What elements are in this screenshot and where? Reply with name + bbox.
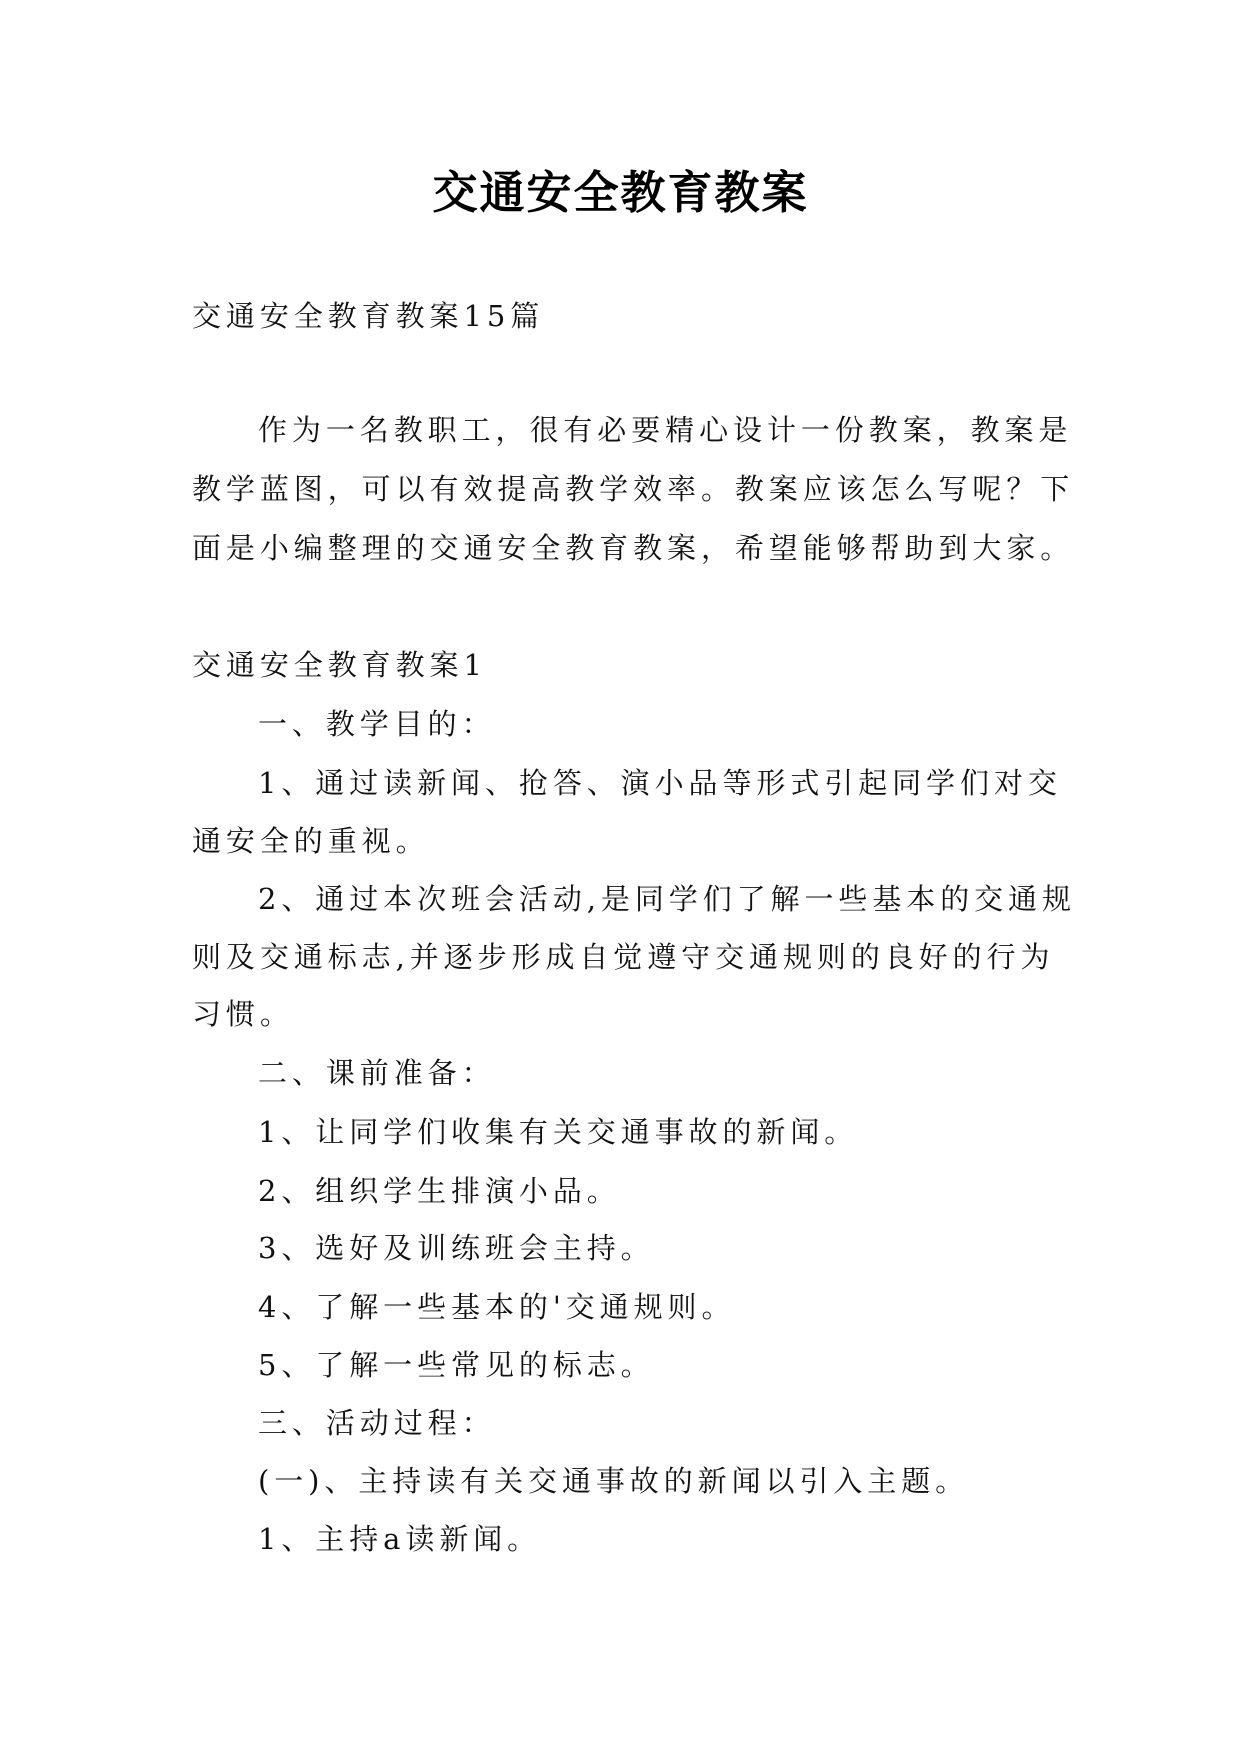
- body-line: 二、课前准备：: [258, 1056, 496, 1090]
- body-line: 一、教学目的：: [258, 707, 496, 741]
- intro-line: 面是小编整理的交通安全教育教案，希望能够帮助到大家。: [192, 531, 1075, 565]
- body-line: 通安全的重视。: [192, 824, 430, 858]
- body-line: 1、让同学们收集有关交通事故的新闻。: [258, 1115, 859, 1149]
- body-line: 2、通过本次班会活动,是同学们了解一些基本的交通规: [258, 882, 1076, 916]
- body-line: 则及交通标志,并逐步形成自觉遵守交通规则的良好的行为: [192, 940, 1055, 974]
- intro-line: 教学蓝图，可以有效提高教学效率。教案应该怎么写呢？下: [192, 472, 1075, 506]
- body-line: 5、了解一些常见的标志。: [258, 1348, 655, 1382]
- body-line: 习惯。: [192, 997, 294, 1031]
- body-line: 1、主持a读新闻。: [258, 1522, 542, 1556]
- intro-line: 作为一名教职工，很有必要精心设计一份教案，教案是: [258, 413, 1073, 447]
- section-heading: 交通安全教育教案1: [192, 648, 487, 682]
- body-line: 3、选好及训练班会主持。: [258, 1231, 655, 1265]
- document-title: 交通安全教育教案: [432, 166, 809, 219]
- body-line: (一)、主持读有关交通事故的新闻以引入主题。: [258, 1464, 970, 1498]
- body-line: 4、了解一些基本的'交通规则。: [258, 1290, 736, 1324]
- body-line: 1、通过读新闻、抢答、演小品等形式引起同学们对交: [258, 766, 1062, 800]
- body-line: 2、组织学生排演小品。: [258, 1174, 621, 1208]
- document-subtitle: 交通安全教育教案15篇: [192, 299, 545, 333]
- body-line: 三、活动过程：: [258, 1406, 496, 1440]
